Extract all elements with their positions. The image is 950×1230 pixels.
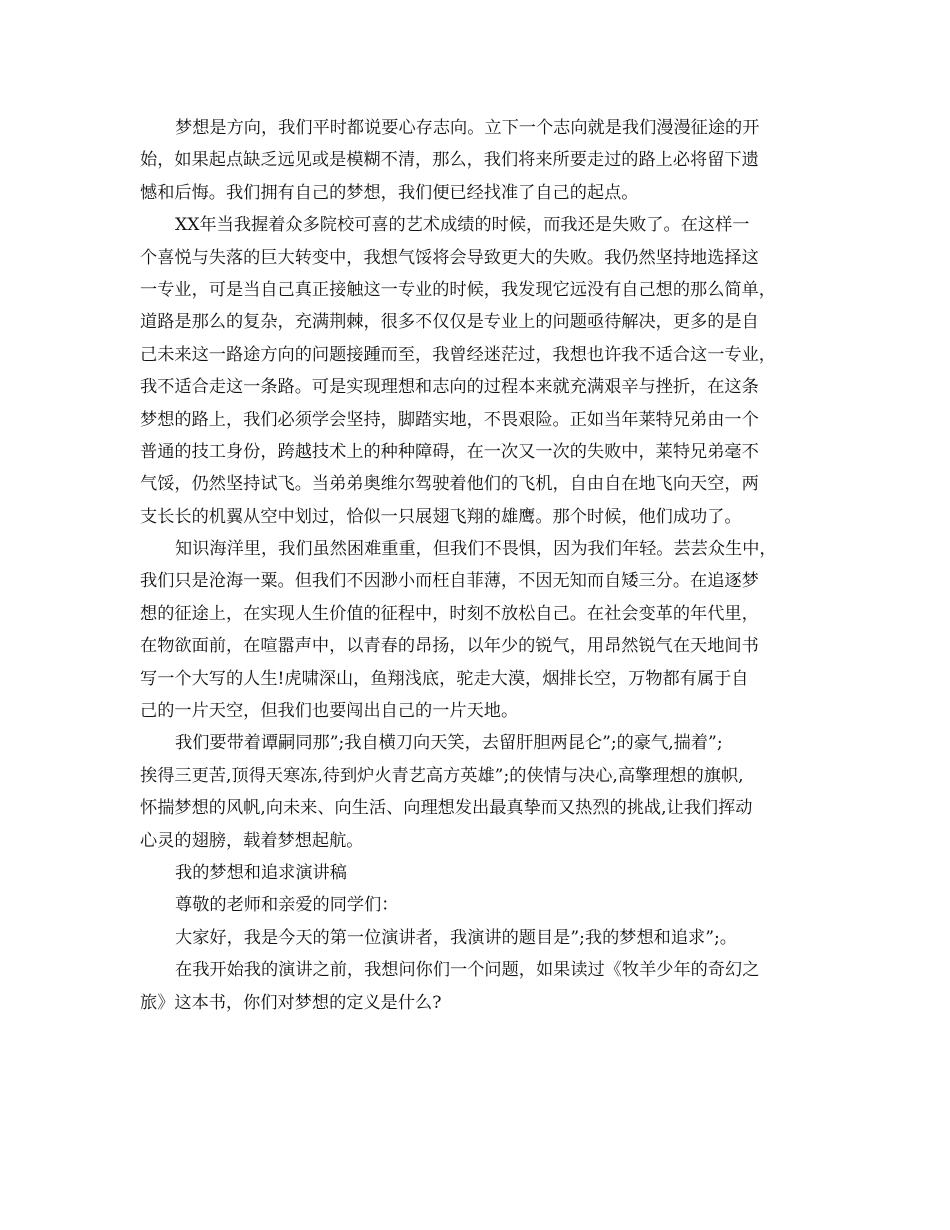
text-line: 一专业，可是当自己真正接触这一专业的时候，我发现它远没有自己想的那么简单， bbox=[140, 279, 776, 300]
text-line: 梦想的路上，我们必须学会坚持，脚踏实地，不畏艰险。正如当年莱特兄弟由一个 bbox=[140, 409, 759, 430]
text-line: 怀揣梦想的风帆,向未来、向生活、向理想发出最真挚而又热烈的挑战,让我们挥动 bbox=[140, 798, 753, 819]
document-body bbox=[140, 112, 852, 1019]
text-line: 普通的技工身份，跨越技术上的种种障碍，在一次又一次的失败中，莱特兄弟毫不 bbox=[140, 441, 759, 462]
text-line: 心灵的翅膀，载着梦想起航。 bbox=[140, 830, 364, 851]
text-line: 尊敬的老师和亲爱的同学们： bbox=[175, 895, 399, 916]
text-line: 己的一片天空，但我们也要闯出自己的一片天地。 bbox=[140, 701, 519, 722]
text-line: 想的征途上，在实现人生价值的征程中，时刻不放松自己。在社会变革的年代里， bbox=[140, 603, 759, 624]
text-line: 己未来这一路途方向的问题接踵而至，我曾经迷茫过，我想也许我不适合这一专业， bbox=[140, 344, 776, 365]
text-line: 我的梦想和追求演讲稿 bbox=[175, 862, 347, 883]
text-line: 我不适合走这一条路。可是实现理想和志向的过程本来就充满艰辛与挫折，在这条 bbox=[140, 377, 759, 398]
text-line: 我们要带着谭嗣同那”;我自横刀向天笑，去留肝胆两昆仑”;的豪气,揣着”; bbox=[175, 733, 723, 754]
text-line: 大家好，我是今天的第一位演讲者，我演讲的题目是”;我的梦想和追求”;。 bbox=[175, 927, 737, 948]
text-line: 气馁，仍然坚持试飞。当弟弟奥维尔驾驶着他们的飞机，自由自在地飞向天空，两 bbox=[140, 474, 759, 495]
text-line: 道路是那么的复杂，充满荆棘，很多不仅仅是专业上的问题亟待解决，更多的是自 bbox=[140, 312, 759, 333]
text-line: 旅》这本书，你们对梦想的定义是什么? bbox=[140, 992, 442, 1013]
text-line: 写一个大写的人生!虎啸深山，鱼翔浅底，驼走大漠，烟排长空，万物都有属于自 bbox=[140, 668, 749, 689]
text-line: 知识海洋里，我们虽然困难重重，但我们不畏惧，因为我们年轻。芸芸众生中， bbox=[175, 539, 777, 560]
text-line: 在物欲面前，在喧嚣声中，以青春的昂扬，以年少的锐气，用昂然锐气在天地间书 bbox=[140, 636, 759, 657]
text-line: 梦想是方向，我们平时都说要心存志向。立下一个志向就是我们漫漫征途的开 bbox=[175, 118, 760, 138]
text-line: 憾和后悔。我们拥有自己的梦想，我们便已经找准了自己的起点。 bbox=[140, 182, 639, 203]
text-line: 支长长的机翼从空中划过，恰似一只展翅飞翔的雄鹰。那个时候，他们成功了。 bbox=[140, 506, 742, 527]
text-line: 个喜悦与失落的巨大转变中，我想气馁将会导致更大的失败。我仍然坚持地选择这 bbox=[140, 247, 759, 268]
text-line: XX年当我握着众多院校可喜的艺术成绩的时候，而我还是失败了。在这样一 bbox=[175, 215, 750, 236]
text-line: 在我开始我的演讲之前，我想问你们一个问题，如果读过《牧羊少年的奇幻之 bbox=[175, 960, 760, 981]
text-line: 始，如果起点缺乏远见或是模糊不清，那么，我们将来所要走过的路上必将留下遗 bbox=[140, 150, 759, 171]
text-line: 挨得三更苦,顶得天寒冻,待到炉火青艺高方英雄”;的侠情与决心,高擎理想的旗帜, bbox=[140, 765, 744, 786]
text-line: 我们只是沧海一粟。但我们不因渺小而枉自菲薄，不因无知而自矮三分。在追逐梦 bbox=[140, 571, 759, 592]
